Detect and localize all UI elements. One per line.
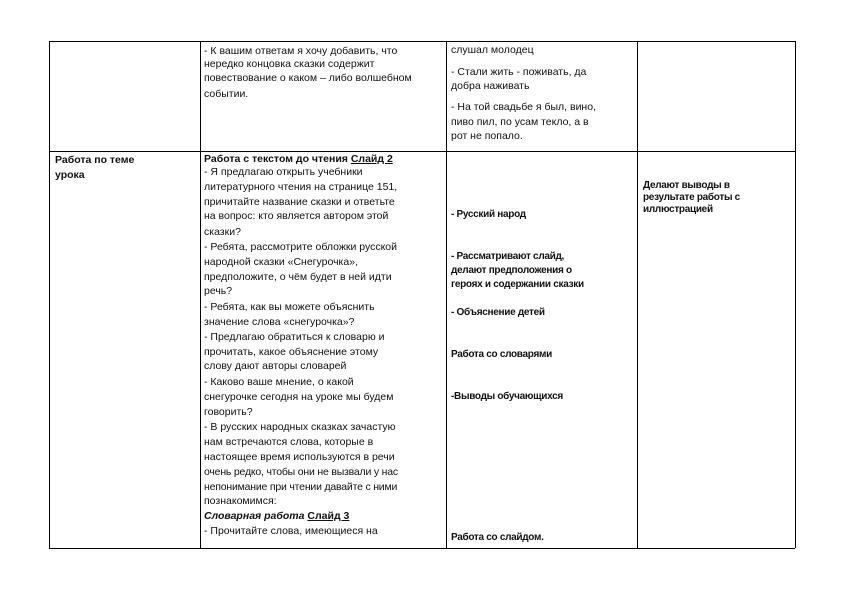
teacher-line: на вопрос: кто является автором этой [204,210,389,222]
teacher-line: предположите, о чём будет в ней идти [204,271,392,283]
teacher-line: - Прочитайте слова, имеющиеся на [204,525,378,537]
vocab-heading [204,510,349,523]
teacher-line: сказки? [204,226,241,238]
teacher-line: - В русских народных сказках зачастую [204,421,396,433]
row1-teacher-line: событии. [204,88,249,100]
row1-teacher-line: повествование о каком – либо волшебном [204,72,412,84]
row1-student-line: добра наживать [451,80,530,92]
student-activity: - Русский народ [451,209,526,220]
student-activity: делают предположения о [451,265,572,276]
teacher-line: литературного чтения на странице 151, [204,181,398,193]
slide-link: Слайд 3 [307,510,350,522]
table-bottom-border [49,548,795,549]
teacher-line: причитайте название сказки и ответьте [204,196,395,208]
result-line: иллюстрацией [643,204,713,215]
col-border-right [795,41,796,548]
row1-teacher-line: - К вашим ответам я хочу добавить, что [204,45,398,57]
student-activity: -Выводы обучающихся [451,391,563,402]
table-top-border [49,41,795,42]
section-heading-text: Работа с текстом до чтения [204,153,348,165]
student-activity: Работа со словарями [451,349,552,360]
teacher-line: снегурочке сегодня на уроке мы будем [204,391,394,403]
student-activity: - Рассматривают слайд, [451,251,565,262]
row1-student-line: - Стали жить - поживать, да [451,66,587,78]
col-border-3 [637,41,638,548]
result-line: результате работы с [643,192,740,203]
result-line: Делают выводы в [643,180,730,191]
col-border-1 [200,41,201,548]
row1-teacher-line: нередко концовка сказки содержит [204,58,375,70]
row1-student-line: слушал молодец [451,44,534,56]
teacher-line: непонимание при чтении давайте с ними [204,481,398,493]
col-border-left [49,41,50,548]
student-activity: - Объяснение детей [451,307,545,318]
teacher-line: познакомимся: [204,495,277,507]
teacher-line: прочитать, какое объяснение этому [204,346,379,358]
student-activity: Работа со слайдом. [451,532,544,543]
row-divider [49,151,795,152]
teacher-line: говорить? [204,406,253,418]
row1-student-line: - На той свадьбе я был, вино, [451,101,596,113]
teacher-line: - Ребята, рассмотрите обложки русской [204,241,397,253]
teacher-line: - Ребята, как вы можете объяснить [204,301,375,313]
stage-title: урока [55,169,85,181]
teacher-line: - Предлагаю обратиться к словарю и [204,331,385,343]
section-heading [204,153,393,166]
teacher-line: слову дают авторы словарей [204,360,347,372]
teacher-line: очень редко, чтобы они не вызвали у нас [204,466,398,478]
teacher-line: настоящее время используются в речи [204,451,395,463]
row1-student-line: рот не попало. [451,130,523,142]
vocab-heading-text: Словарная работа [204,510,305,522]
col-border-2 [446,41,447,548]
teacher-line: - Я предлагаю открыть учебники [204,166,363,178]
teacher-line: народной сказки «Снегурочка», [204,256,358,268]
stage-title: Работа по теме [55,154,135,166]
teacher-line: - Каково ваше мнение, о какой [204,376,354,388]
slide-link: Слайд 2 [350,153,393,165]
teacher-line: значение слова «снегурочка»? [204,316,355,328]
student-activity: героях и содержании сказки [451,279,584,290]
row1-student-line: пиво пил, по усам текло, а в [451,116,589,128]
teacher-line: нам встречаются слова, которые в [204,436,374,448]
teacher-line: речь? [204,285,233,297]
